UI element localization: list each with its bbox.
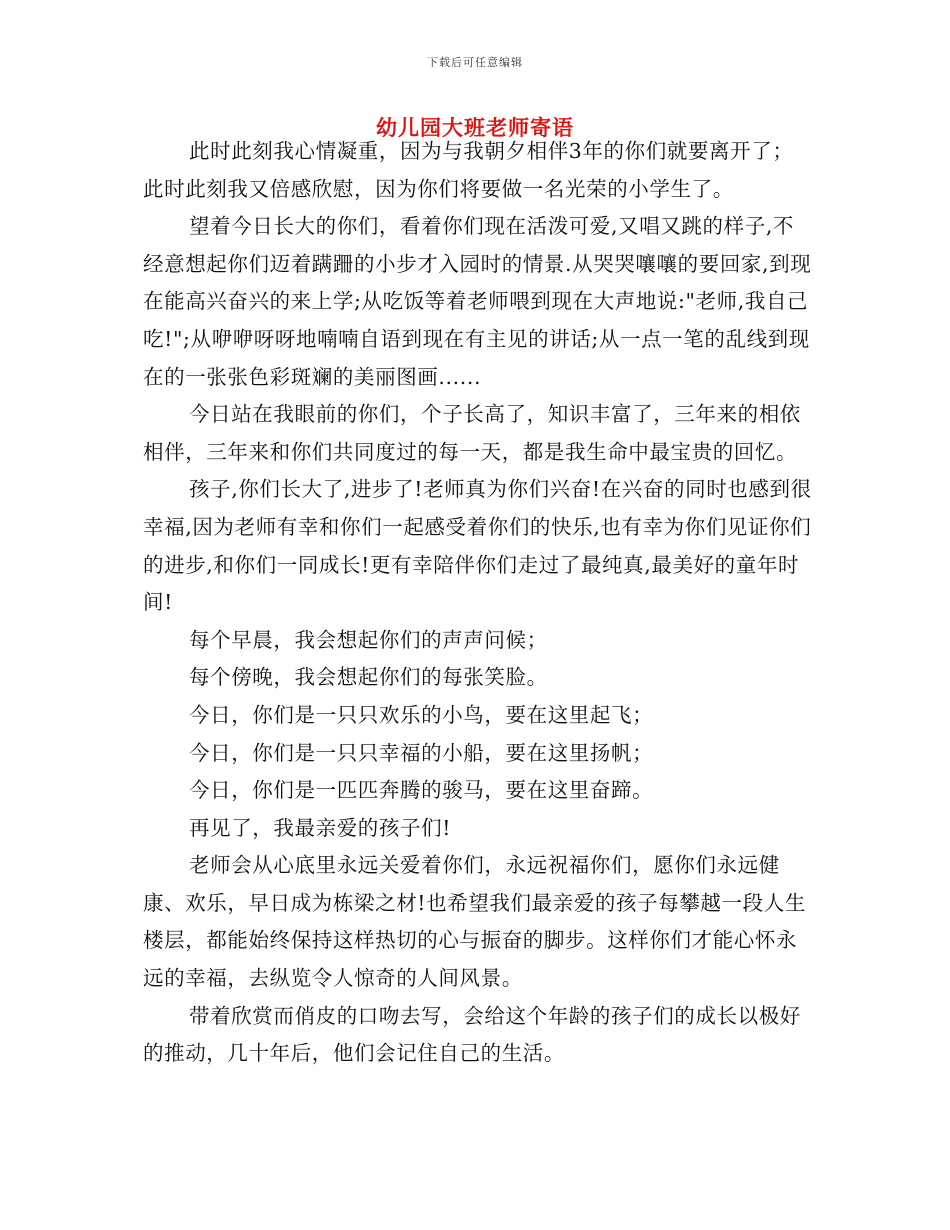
- paragraph: 老师会从心底里永远关爱着你们，永远祝福你们，愿你们永远健康、欢乐，早日成为栋梁之材!也希望我们最亲爱的孩子每攀越一段人生楼层，都能始终保持这样热切的心与振奋的脚步。这样你们才能心怀永远的幸福，去纵览令人惊奇的人间风景。: [143, 853, 806, 991]
- paragraph: 此时此刻我心情凝重，因为与我朝夕相伴3年的你们就要离开了；此时此刻我又倍感欣慰，因为你们将要做一名光荣的小学生了。: [143, 139, 794, 201]
- header-note: 下载后可任意编辑: [427, 56, 523, 69]
- document-body: [143, 133, 813, 1073]
- paragraph: 再见了，我最亲爱的孩子们!: [189, 815, 452, 840]
- paragraph: 望着今日长大的你们，看着你们现在活泼可爱,又唱又跳的样子,不经意想起你们迈着蹒跚的小步才入园时的情景.从哭哭嚷嚷的要回家,到现在能高兴奋兴的来上学;从吃饭等着老师喂到现在大声地说:"老师,我自己吃!";从咿咿呀呀地喃喃自语到现在有主见的讲话;从一点一笔的乱线到现在的一张张色彩斑斓的美丽图画......: [143, 214, 812, 389]
- paragraph: 今日，你们是一只只幸福的小船，要在这里扬帆；: [189, 740, 654, 765]
- paragraph: 孩子,你们长大了,进步了!老师真为你们兴奋!在兴奋的同时也感到很幸福,因为老师有幸和你们一起感受着你们的快乐,也有幸为你们见证你们的进步,和你们一同成长!更有幸陪伴你们走过了最纯真,最美好的童年时间!: [143, 477, 812, 615]
- paragraph: 今日，你们是一匹匹奔腾的骏马，要在这里奋蹄。: [189, 778, 654, 803]
- paragraph: 每个早晨，我会想起你们的声声问候；: [189, 627, 548, 652]
- paragraph: 带着欣赏而俏皮的口吻去写，会给这个年龄的孩子们的成长以极好的推动，几十年后，他们会记住自己的生活。: [143, 1003, 801, 1066]
- paragraph: 今日，你们是一只只欢乐的小鸟，要在这里起飞；: [189, 702, 654, 727]
- paragraph: 今日站在我眼前的你们，个子长高了，知识丰富了，三年来的相依相伴，三年来和你们共同度过的每一天，都是我生命中最宝贵的回忆。: [143, 402, 801, 464]
- paragraph: 每个傍晚，我会想起你们的每张笑脸。: [189, 665, 548, 690]
- document-title: 幼儿园大班老师寄语: [376, 116, 574, 140]
